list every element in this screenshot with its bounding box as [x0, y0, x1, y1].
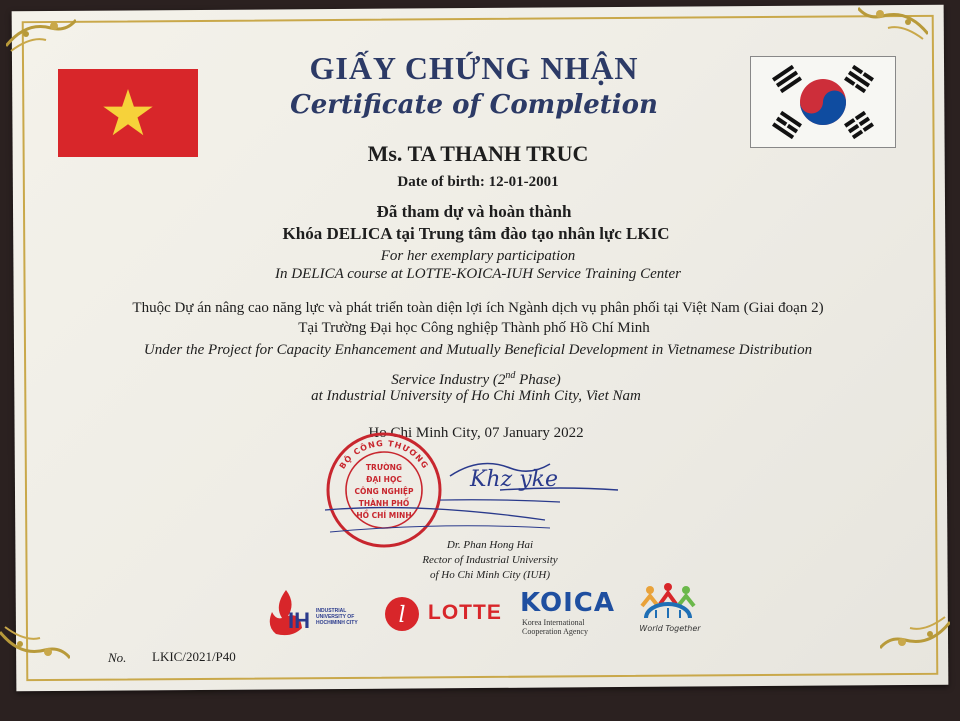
- svg-text:l: l: [398, 603, 406, 628]
- svg-text:ĐẠI HỌC: ĐẠI HỌC: [366, 475, 402, 484]
- recipient-name: Ms. TA THANH TRUC: [367, 141, 589, 166]
- corner-ornament-icon: [880, 612, 950, 652]
- koica-text: KOICA: [520, 588, 615, 618]
- corner-ornament-icon: [0, 622, 70, 662]
- signature-underline: [320, 500, 560, 540]
- svg-text:HỒ CHÍ MINH: HỒ CHÍ MINH: [356, 511, 412, 520]
- iuh-text-1: INDUSTRIAL: [316, 608, 347, 614]
- world-together-text: World Together: [639, 624, 701, 633]
- certificate-number: LKIC/2021/P40: [152, 649, 236, 664]
- certificate-title-vi: GIẤY CHỨNG NHẬN: [309, 50, 639, 86]
- iuh-text-2: UNIVERSITY OF: [316, 614, 355, 620]
- certificate-title-en: Certificate of Completion: [290, 90, 658, 120]
- course-line-en: In DELICA course at LOTTE-KOICA-IUH Service Training Center: [275, 266, 681, 282]
- world-together-logo: [630, 582, 710, 638]
- university-line-vi: Tại Trường Đại học Công nghiệp Thành phố Hồ Chí Minh: [298, 320, 650, 336]
- participation-line-en: For her exemplary participation: [380, 248, 576, 264]
- lotte-text: LOTTE: [428, 601, 502, 624]
- lotte-emblem-icon: [384, 596, 420, 632]
- iuh-letters: IH: [288, 608, 310, 633]
- project-phase-line-en: Service Industry (2nd Phase): [391, 370, 561, 388]
- project-line-vi: Thuộc Dự án nâng cao năng lực và phát triển toàn diện lợi ích Ngành dịch vụ phân phối tại Việt Nam (Giai đoạn 2): [132, 300, 824, 316]
- certificate-number-label: No.: [108, 650, 127, 665]
- university-line-en: at Industrial University of Ho Chi Minh City, Viet Nam: [311, 388, 641, 404]
- svg-text:TRƯỜNG: TRƯỜNG: [365, 463, 403, 472]
- koica-subtext-2: Cooperation Agency: [522, 627, 588, 636]
- svg-text:BỘ CÔNG THƯƠNG: BỘ CÔNG THƯƠNG: [337, 438, 431, 471]
- place-and-date: Ho Chi Minh City, 07 January 2022: [368, 425, 584, 441]
- lotte-logo: [384, 596, 504, 632]
- signer-name: Dr. Phan Hong Hai: [446, 539, 534, 551]
- svg-text:CÔNG NGHIỆP: CÔNG NGHIỆP: [354, 487, 414, 496]
- attended-line-vi: Đã tham dự và hoàn thành: [376, 202, 572, 221]
- project-line-en: Under the Project for Capacity Enhancement and Mutually Beneficial Development in Vietnamese Distribution: [143, 342, 813, 358]
- koica-subtext-1: Korea International: [522, 618, 585, 627]
- svg-text:Khz yke: Khz yke: [470, 467, 558, 492]
- koica-logo: [520, 588, 620, 638]
- svg-text:THÀNH PHỐ: THÀNH PHỐ: [358, 499, 410, 508]
- date-of-birth: Date of birth: 12-01-2001: [397, 174, 559, 190]
- signer-title-1: Rector of Industrial University: [422, 554, 558, 566]
- signer-title-2: of Ho Chi Minh City (IUH): [429, 569, 551, 581]
- course-line-vi: Khóa DELICA tại Trung tâm đào tạo nhân lực LKIC: [282, 224, 670, 243]
- iuh-text-3: HOCHIMINH CITY: [316, 620, 358, 626]
- corner-ornament-icon: [858, 4, 928, 44]
- iuh-logo: [266, 588, 378, 638]
- people-globe-icon: [636, 582, 700, 622]
